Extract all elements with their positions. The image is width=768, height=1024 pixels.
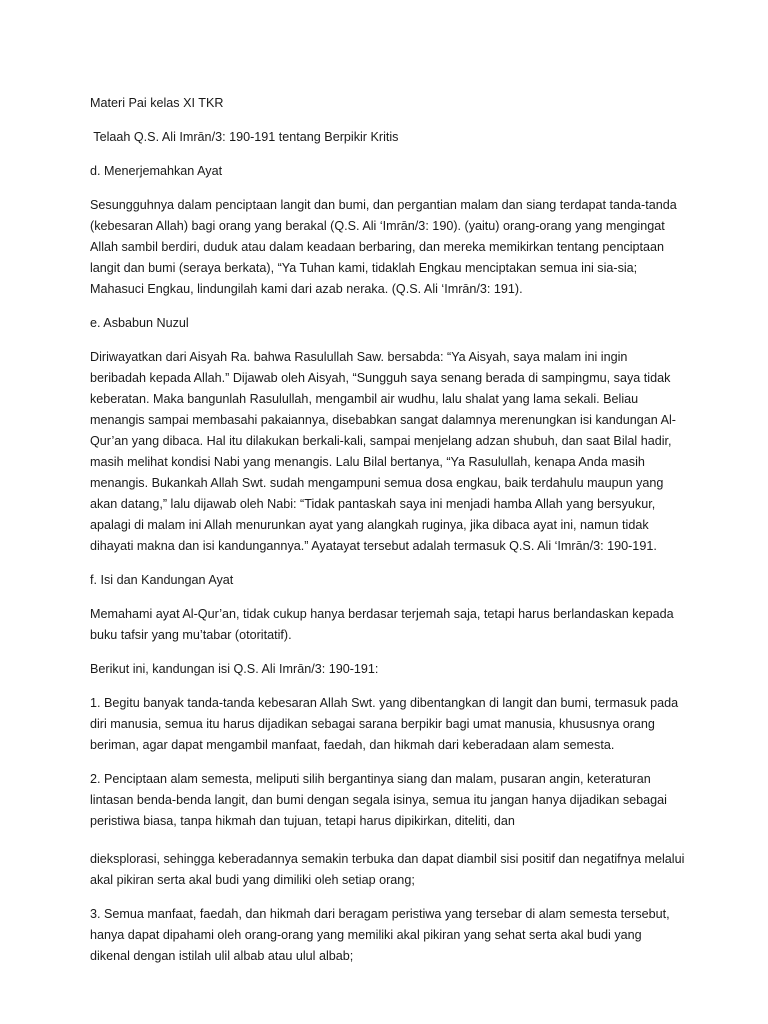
- list-item-3: 3. Semua manfaat, faedah, dan hikmah dari beragam peristiwa yang tersebar di alam semesta tersebut, hanya dapat dipahami oleh orang-orang yang memiliki akal pikiran yang sehat serta akal budi yang dikenal dengan istilah ulil albab atau ulul albab;: [90, 907, 670, 963]
- section-heading-menerjemahkan: d. Menerjemahkan Ayat: [90, 164, 223, 178]
- document-title: Materi Pai kelas XI TKR: [90, 96, 224, 110]
- section-heading-isi-kandungan: f. Isi dan Kandungan Ayat: [90, 573, 234, 587]
- list-item-2: 2. Penciptaan alam semesta, meliputi silih bergantinya siang dan malam, pusaran angin, keteraturan lintasan benda-benda langit, dan bumi dengan segala isinya, semua itu jangan hanya dijadikan sebagai peristiwa biasa, tanpa hikmah dan tujuan, tetapi harus dipikirkan, diteliti, dan: [90, 772, 667, 828]
- list-item-2-continued: dieksplorasi, sehingga keberadannya semakin terbuka dan dapat diambil sisi positif dan negatifnya melalui akal pikiran serta akal budi yang dimiliki oleh setiap orang;: [90, 852, 685, 887]
- paragraph-asbabun-nuzul: Diriwayatkan dari Aisyah Ra. bahwa Rasulullah Saw. bersabda: “Ya Aisyah, saya malam ini ingin beribadah kepada Allah.” Dijawab oleh Aisyah, “Sungguh saya senang berada di sampingmu, saya tidak keberatan. Maka bangunlah Rasulullah, mengambil air wudhu, lalu shalat yang lama sekali. Beliau menangis sampai membasahi pakaiannya, disebabkan sangat dalamnya merenungkan isi kandungan Al-Qur’an yang dibaca. Hal itu dilakukan berkali-kali, sampai menjelang adzan shubuh, dan saat Bilal hadir, masih melihat kondisi Nabi yang menangis. Lalu Bilal bertanya, “Ya Rasulullah, kenapa Anda masih menangis. Bukankah Allah Swt. sudah mengampuni semua dosa engkau, baik terdahulu maupun yang akan datang,” lalu dijawab oleh Nabi: “Tidak pantaskah saya ini menjadi hamba Allah yang bersyukur, apalagi di malam ini Allah menurunkan ayat yang alangkah ruginya, jika dibaca ayat ini, namun tidak dihayati makna dan isi kandungannya.” Ayatayat tersebut adalah termasuk Q.S. Ali ‘Imrān/3: 190-191.: [90, 350, 676, 553]
- paragraph-berikut: Berikut ini, kandungan isi Q.S. Ali Imrān/3: 190-191:: [90, 662, 379, 676]
- document-body: [90, 93, 685, 980]
- paragraph-memahami: Memahami ayat Al-Qur’an, tidak cukup hanya berdasar terjemah saja, tetapi harus berlandaskan kepada buku tafsir yang mu’tabar (otoritatif).: [90, 607, 674, 642]
- document-subtitle: Telaah Q.S. Ali Imrān/3: 190-191 tentang Berpikir Kritis: [90, 130, 399, 144]
- section-heading-asbabun-nuzul: e. Asbabun Nuzul: [90, 316, 189, 330]
- list-item-1: 1. Begitu banyak tanda-tanda kebesaran Allah Swt. yang dibentangkan di langit dan bumi, termasuk pada diri manusia, semua itu harus dijadikan sebagai sarana berpikir bagi umat manusia, khususnya orang beriman, agar dapat mengambil manfaat, faedah, dan hikmah dari keberadaan alam semesta.: [90, 696, 679, 752]
- paragraph-terjemah: Sesungguhnya dalam penciptaan langit dan bumi, dan pergantian malam dan siang terdapat tanda-tanda (kebesaran Allah) bagi orang yang berakal (Q.S. Ali ‘Imrān/3: 190). (yaitu) orang-orang yang mengingat Allah sambil berdiri, duduk atau dalam keadaan berbaring, dan mereka memikirkan tentang penciptaan langit dan bumi (seraya berkata), “Ya Tuhan kami, tidaklah Engkau menciptakan semua ini sia-sia; Mahasuci Engkau, lindungilah kami dari azab neraka. (Q.S. Ali ‘Imrān/3: 191).: [90, 198, 677, 296]
